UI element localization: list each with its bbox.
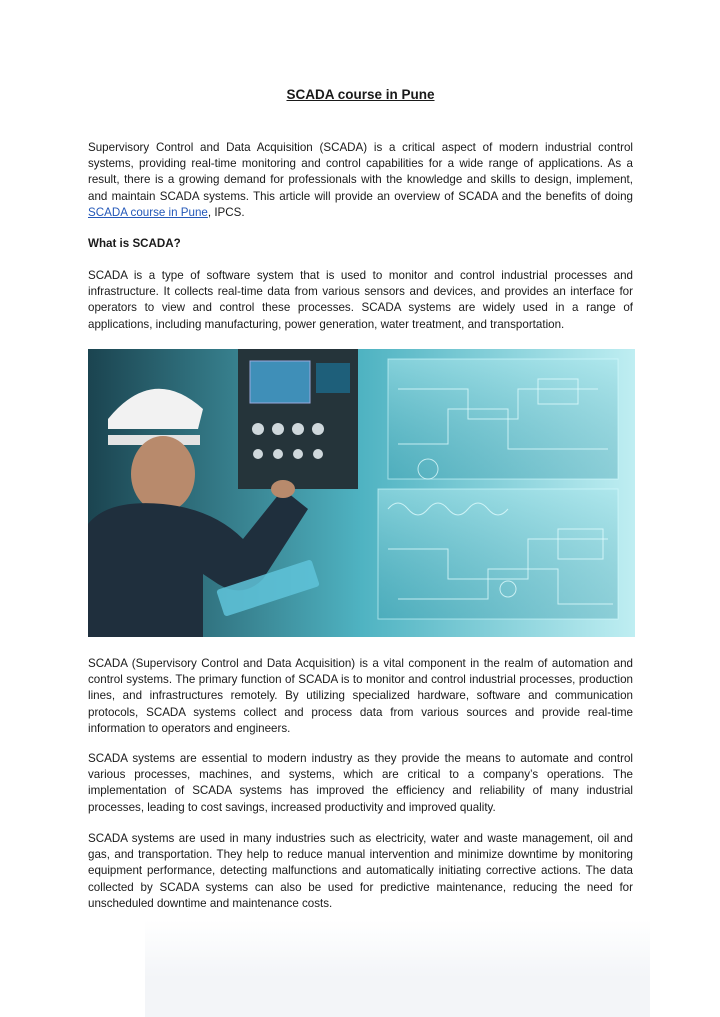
industries-paragraph: SCADA systems are used in many industries such as electricity, water and waste management, oil and gas, and transportation. They help to reduce manual intervention and minimize downtime by monitoring equipment performance, detecting malfunctions and automatically initiating corrective actions. The data collected by SCADA systems can also be used for predictive maintenance, reducing the need for unscheduled downtime and maintenance costs. [88,832,633,910]
scada-illustration [88,349,635,637]
component-paragraph: SCADA (Supervisory Control and Data Acquisition) is a vital component in the realm of automation and control systems. The primary function of SCADA is to monitor and control industrial processes, production lines, and infrastructures remotely. By utilizing specialized hardware, software and communication protocols, SCADA systems collect and process data from various sources and provide real-time information to operators and engineers. [88,657,633,735]
section-heading: What is SCADA? [88,237,181,250]
what-is-paragraph: SCADA is a type of software system that is used to monitor and control industrial processes and infrastructure. It collects real-time data from various sensors and devices, and provides an interface for operators to view and control these processes. SCADA systems are widely used in a range of applications, including manufacturing, power generation, water treatment, and transportation. [88,269,633,331]
page-shadow [145,920,650,1017]
scada-course-link[interactable]: SCADA course in Pune [88,205,208,219]
essential-paragraph: SCADA systems are essential to modern industry as they provide the means to automate and control various processes, machines, and systems, which are critical to a company’s operations. The implementation of SCADA systems has improved the efficiency and reliability of many industrial processes, leading to cost savings, increased productivity and improved quality. [88,752,633,814]
scada-engineer-image [88,349,635,637]
page-title: SCADA course in Pune [286,87,435,102]
intro-paragraph [88,140,633,221]
intro-text: Supervisory Control and Data Acquisition (SCADA) is a critical aspect of modern industrial control systems, providing real-time monitoring and control capabilities for a wide range of applications. As a result, there is a growing demand for professionals with the knowledge and skills to design, implement, and maintain SCADA systems. This article will provide an overview of SCADA and the benefits of doing [88,141,633,203]
intro-text-end: , IPCS. [207,205,245,219]
